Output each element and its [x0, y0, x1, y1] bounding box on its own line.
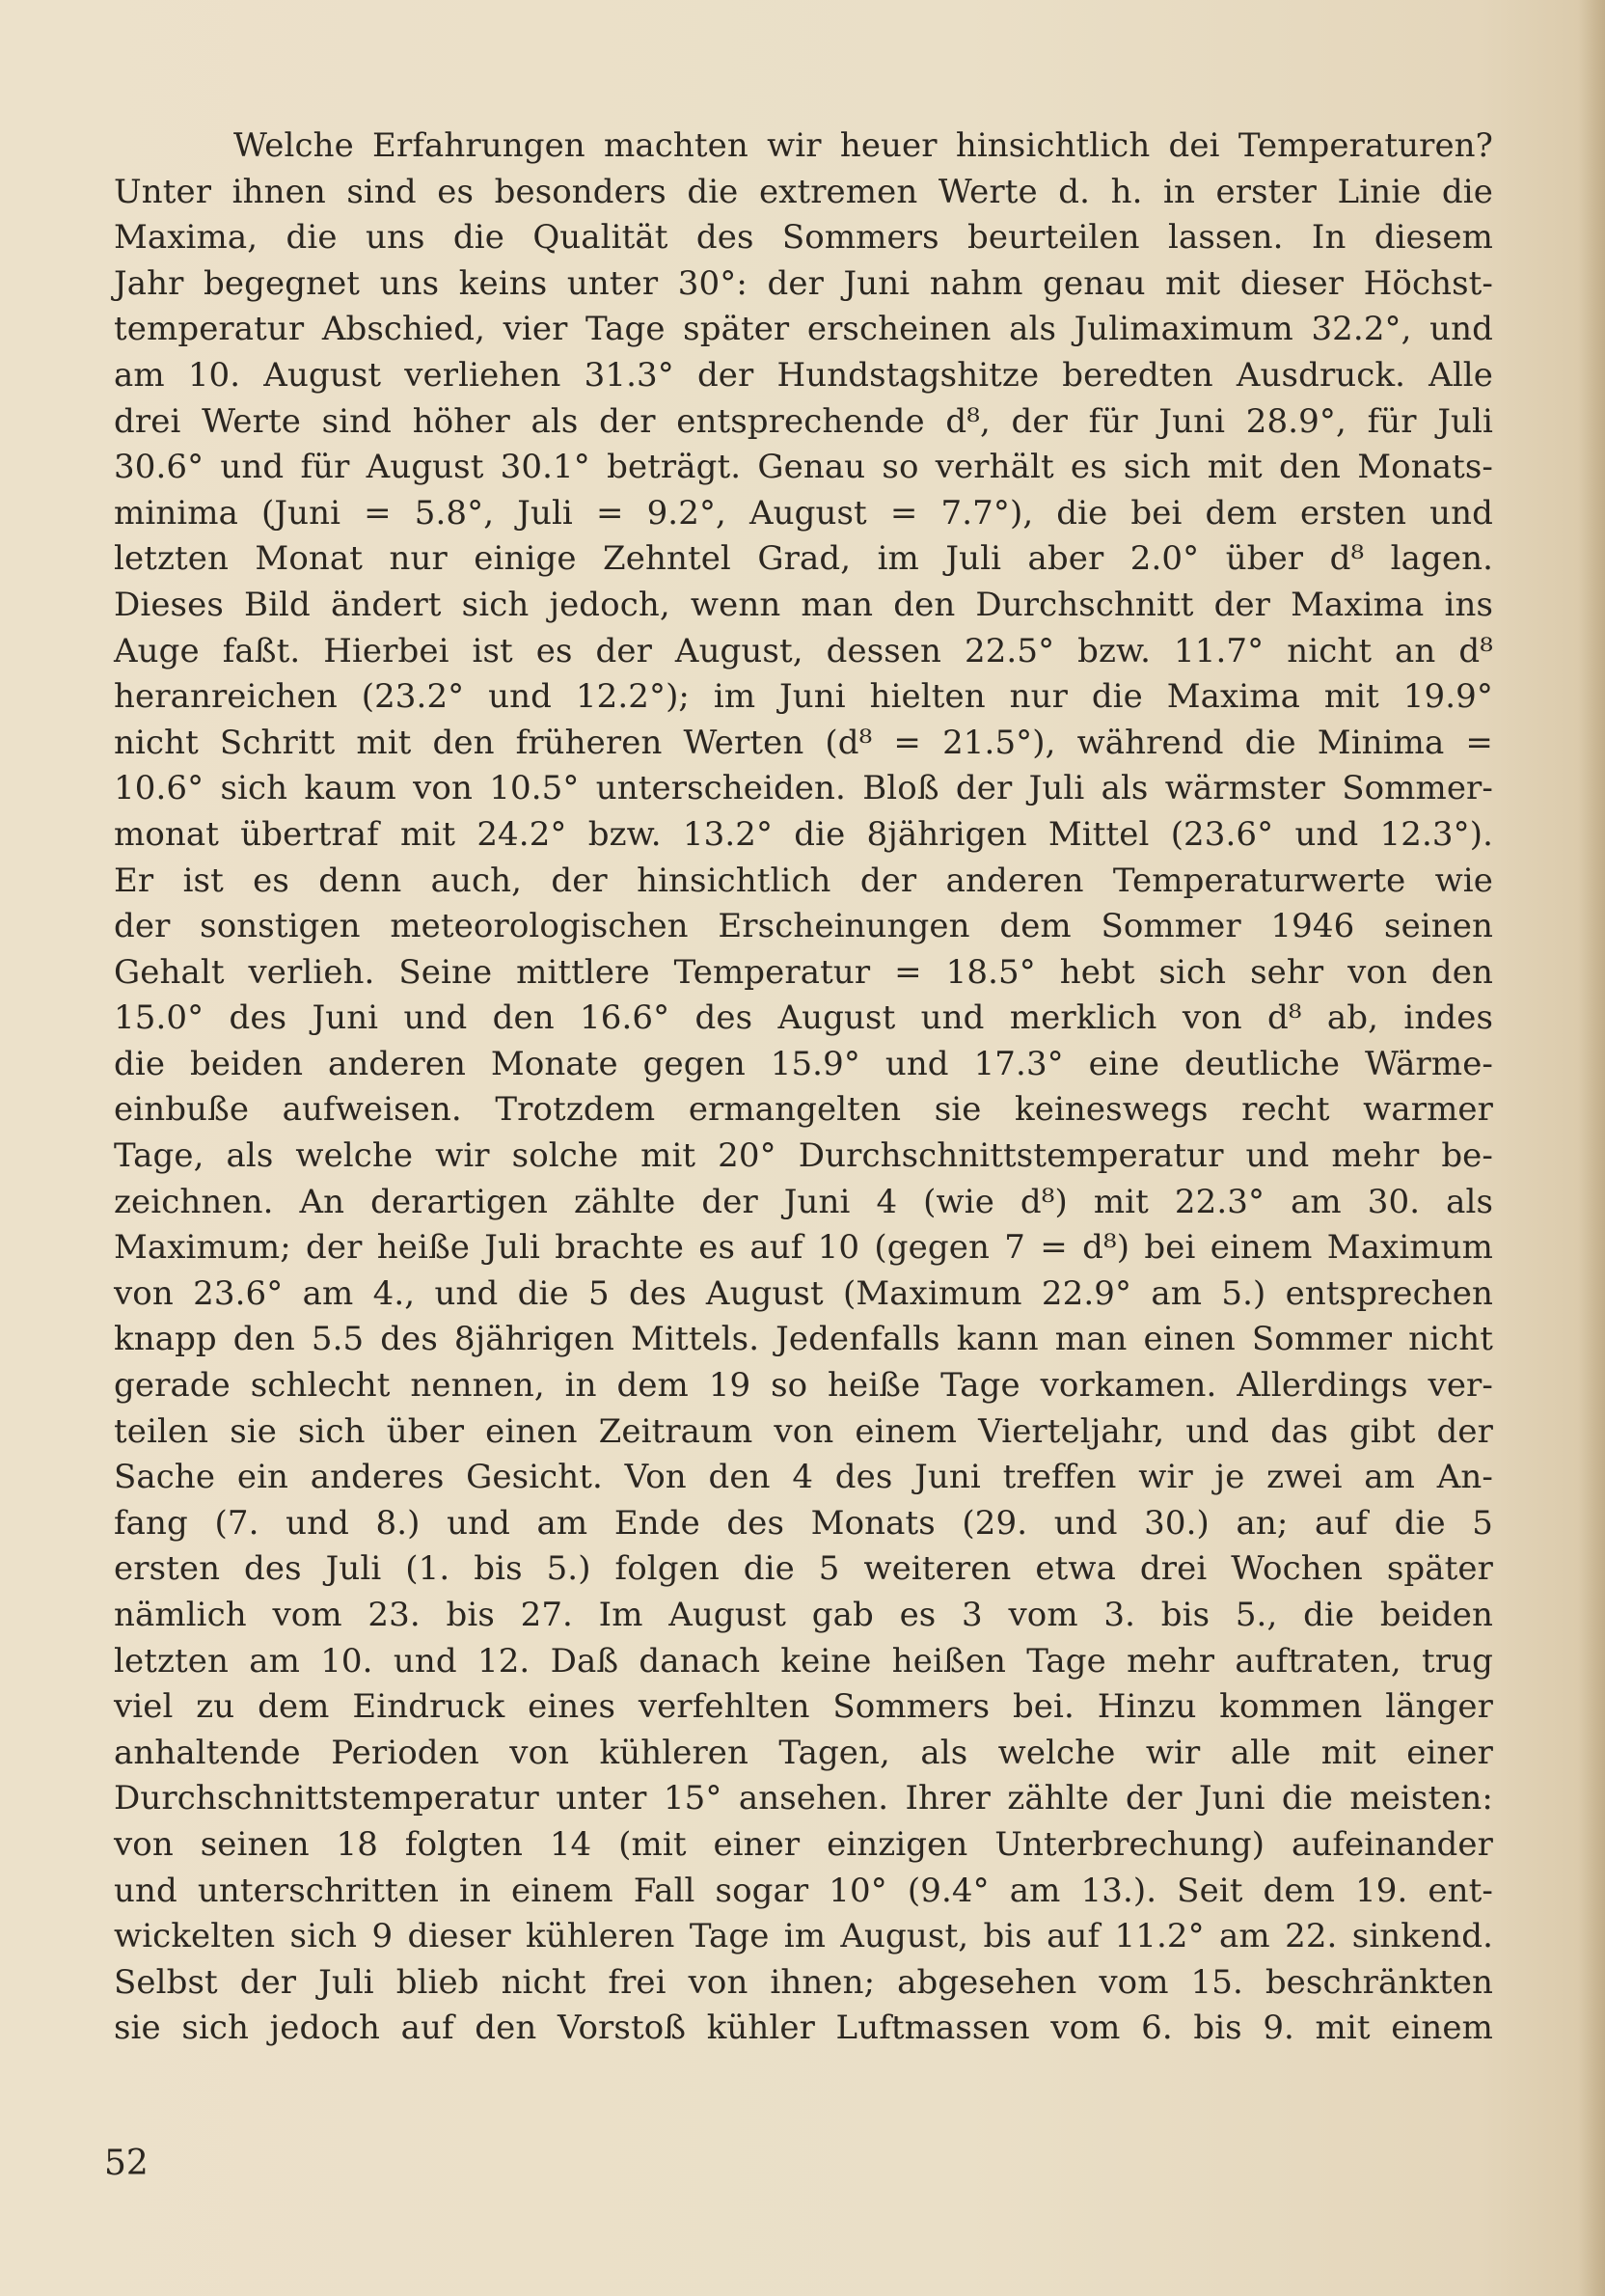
text-line: 10.6° sich kaum von 10.5° unterscheiden. Bloß der Juli als wärmster Sommer-	[114, 769, 1493, 808]
text-line: von 23.6° am 4., und die 5 des August (Maximum 22.9° am 5.) entsprechen	[114, 1273, 1493, 1313]
text-line: teilen sie sich über einen Zeitraum von einem Vierteljahr, und das gibt der	[114, 1411, 1493, 1451]
text-line: wickelten sich 9 dieser kühleren Tage im August, bis auf 11.2° am 22. sinkend.	[114, 1917, 1493, 1956]
text-line: heranreichen (23.2° und 12.2°); im Juni hielten nur die Maxima mit 19.9°	[114, 677, 1493, 717]
text-line: temperatur Abschied, vier Tage später erscheinen als Julimaximum 32.2°, und	[114, 310, 1493, 349]
text-line: am 10. August verliehen 31.3° der Hundstagshitze beredten Ausdruck. Alle	[114, 355, 1493, 395]
text-line: knapp den 5.5 des 8jährigen Mittels. Jedenfalls kann man einen Sommer nicht	[114, 1320, 1493, 1359]
text-line: fang (7. und 8.) und am Ende des Monats (29. und 30.) an; auf die 5	[114, 1503, 1493, 1543]
text-line: Dieses Bild ändert sich jedoch, wenn man den Durchschnitt der Maxima ins	[114, 585, 1493, 624]
body-text	[114, 123, 1493, 2052]
text-line: anhaltende Perioden von kühleren Tagen, als welche wir alle mit einer	[114, 1733, 1493, 1772]
text-line: Welche Erfahrungen machten wir heuer hinsichtlich dei Temperaturen?	[233, 126, 1493, 165]
text-line: Unter ihnen sind es besonders die extremen Werte d. h. in erster Linie die	[114, 172, 1493, 211]
text-line: der sonstigen meteorologischen Erscheinungen dem Sommer 1946 seinen	[114, 907, 1493, 946]
text-line: Sache ein anderes Gesicht. Von den 4 des Juni treffen wir je zwei am An-	[114, 1458, 1493, 1497]
text-line: 30.6° und für August 30.1° beträgt. Genau so verhält es sich mit den Monats-	[114, 448, 1493, 487]
page-number: 52	[104, 2144, 149, 2183]
text-line: zeichnen. An derartigen zählte der Juni 4 (wie d⁸) mit 22.3° am 30. als	[114, 1182, 1493, 1221]
text-line: von seinen 18 folgten 14 (mit einer einzigen Unterbrechung) aufeinander	[114, 1824, 1493, 1864]
text-line: einbuße aufweisen. Trotzdem ermangelten sie keineswegs recht warmer	[114, 1090, 1493, 1130]
text-line: nicht Schritt mit den früheren Werten (d⁸ = 21.5°), während die Minima =	[114, 723, 1493, 762]
text-line: minima (Juni = 5.8°, Juli = 9.2°, August = 7.7°), die bei dem ersten und	[114, 493, 1493, 533]
text-line: letzten am 10. und 12. Daß danach keine heißen Tage mehr auftraten, trug	[114, 1641, 1493, 1681]
text-line: Er ist es denn auch, der hinsichtlich der anderen Temperaturwerte wie	[114, 861, 1493, 900]
text-line: letzten Monat nur einige Zehntel Grad, im Juli aber 2.0° über d⁸ lagen.	[114, 539, 1493, 579]
text-line: Auge faßt. Hierbei ist es der August, dessen 22.5° bzw. 11.7° nicht an d⁸	[114, 631, 1493, 670]
text-line: gerade schlecht nennen, in dem 19 so heiße Tage vorkamen. Allerdings ver-	[114, 1366, 1493, 1406]
text-line: die beiden anderen Monate gegen 15.9° und 17.3° eine deutliche Wärme-	[114, 1044, 1493, 1083]
text-line: 15.0° des Juni und den 16.6° des August und merklich von d⁸ ab, indes	[114, 998, 1493, 1038]
page-edge-shadow	[1578, 0, 1605, 2296]
text-line: sie sich jedoch auf den Vorstoß kühler Luftmassen vom 6. bis 9. mit einem	[114, 2009, 1493, 2048]
text-line: nämlich vom 23. bis 27. Im August gab es 3 vom 3. bis 5., die beiden	[114, 1596, 1493, 1634]
text-line: und unterschritten in einem Fall sogar 10° (9.4° am 13.). Seit dem 19. ent-	[114, 1871, 1493, 1910]
text-line: Gehalt verlieh. Seine mittlere Temperatur = 18.5° hebt sich sehr von den	[114, 952, 1493, 992]
text-line: Durchschnittstemperatur unter 15° ansehen. Ihrer zählte der Juni die meisten:	[114, 1779, 1493, 1818]
text-line: drei Werte sind höher als der entsprechende d⁸, der für Juni 28.9°, für Juli	[114, 401, 1493, 441]
text-line: monat übertraf mit 24.2° bzw. 13.2° die 8jährigen Mittel (23.6° und 12.3°).	[114, 814, 1493, 854]
text-line: viel zu dem Eindruck eines verfehlten Sommers bei. Hinzu kommen länger	[114, 1687, 1493, 1727]
text-line: Maxima, die uns die Qualität des Sommers beurteilen lassen. In diesem	[114, 218, 1493, 258]
text-line: Jahr begegnet uns keins unter 30°: der Juni nahm genau mit dieser Höchst-	[114, 263, 1493, 303]
text-line: Selbst der Juli blieb nicht frei von ihnen; abgesehen vom 15. beschränkten	[114, 1962, 1493, 2002]
text-line: Tage, als welche wir solche mit 20° Durchschnittstemperatur und mehr be-	[114, 1136, 1493, 1176]
text-line: ersten des Juli (1. bis 5.) folgen die 5 weiteren etwa drei Wochen später	[114, 1549, 1493, 1589]
text-line: Maximum; der heiße Juli brachte es auf 10 (gegen 7 = d⁸) bei einem Maximum	[114, 1228, 1493, 1268]
